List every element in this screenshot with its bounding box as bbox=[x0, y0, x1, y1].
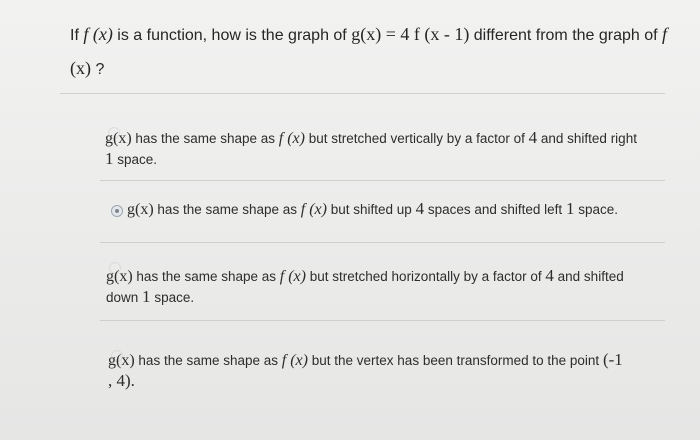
choice-3-number-1: 4 bbox=[545, 266, 554, 285]
choice-3-text-1: has the same shape as bbox=[136, 269, 277, 284]
question-lead: If bbox=[70, 27, 79, 44]
choice-2-radio-selected[interactable] bbox=[111, 205, 123, 217]
choice-4-text-3: , 4). bbox=[108, 371, 135, 390]
choice-3[interactable] bbox=[106, 266, 646, 308]
choice-2-f: f (x) bbox=[300, 201, 327, 218]
choice-1[interactable] bbox=[105, 128, 645, 170]
question-mark: ? bbox=[95, 61, 105, 78]
choice-1-text-3: and shifted right bbox=[540, 131, 637, 146]
choice-1-text-1: has the same shape as bbox=[135, 131, 276, 146]
choice-3-f: f (x) bbox=[279, 268, 306, 285]
choice-1-number-2: 1 bbox=[105, 149, 114, 168]
choice-3-g: g(x) bbox=[106, 268, 133, 285]
choice-4-text-1: has the same shape as bbox=[138, 353, 279, 368]
choice-4-text-2: but the vertex has been transformed to the point bbox=[311, 353, 600, 368]
choice-1-g: g(x) bbox=[105, 130, 132, 147]
question-tail: different from the graph of bbox=[473, 27, 658, 44]
choice-3-text-3: and shifted down bbox=[106, 269, 624, 305]
choice-3-divider bbox=[100, 320, 665, 321]
choice-4-f: f (x) bbox=[281, 352, 308, 369]
question-f-end-arg: (x) bbox=[70, 58, 91, 78]
choice-1-divider bbox=[100, 180, 665, 181]
choice-2-text-4: space. bbox=[578, 202, 618, 217]
question-f-of-x: f (x) bbox=[83, 24, 113, 44]
choice-2-g: g(x) bbox=[127, 201, 154, 218]
choice-4[interactable] bbox=[108, 350, 653, 392]
question-mid: is a function, how is the graph of bbox=[117, 27, 347, 44]
choice-2-text-3: spaces and shifted left bbox=[427, 202, 563, 217]
choice-1-f: f (x) bbox=[278, 130, 305, 147]
choice-3-text-2: but stretched horizontally by a factor of bbox=[309, 269, 542, 284]
choice-2-text-1: has the same shape as bbox=[157, 202, 298, 217]
question-divider bbox=[60, 93, 665, 94]
question-text bbox=[70, 18, 670, 86]
choice-2-text-2: but shifted up bbox=[330, 202, 412, 217]
choice-1-number-1: 4 bbox=[528, 128, 538, 147]
choice-1-text-4: space. bbox=[117, 152, 158, 167]
choice-2-number-1: 4 bbox=[415, 199, 425, 218]
question-f-end: f bbox=[662, 24, 668, 44]
choice-1-text-2: but stretched vertically by a factor of bbox=[308, 131, 525, 146]
question-g-definition: g(x) = 4 f (x - 1) bbox=[351, 24, 470, 44]
choice-3-text-4: space. bbox=[154, 290, 195, 305]
choice-2-divider bbox=[100, 242, 665, 243]
choice-2[interactable] bbox=[127, 199, 667, 220]
choice-4-number-1: (-1 bbox=[602, 350, 623, 369]
choice-2-number-2: 1 bbox=[565, 199, 575, 218]
choice-4-g: g(x) bbox=[108, 352, 135, 369]
choice-3-number-2: 1 bbox=[142, 287, 151, 306]
